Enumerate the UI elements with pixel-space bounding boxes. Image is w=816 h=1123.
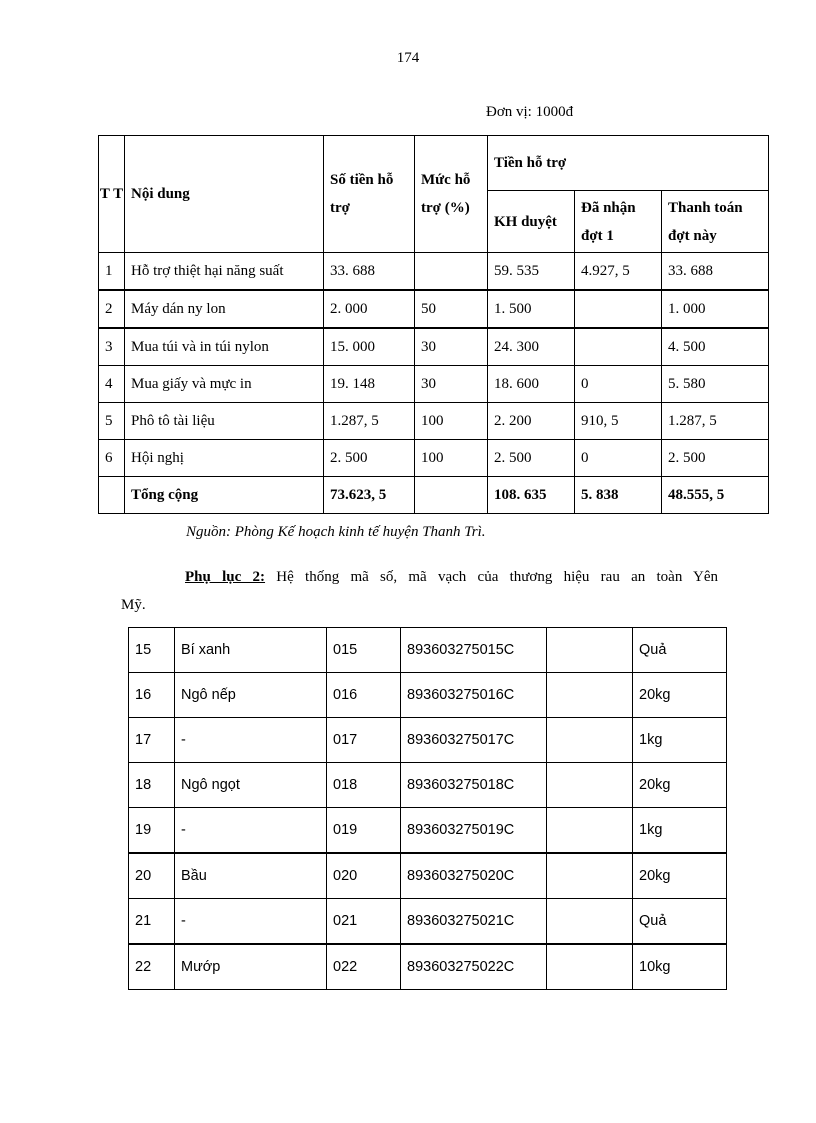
header-rate: Mức hỗ trợ (%)	[415, 136, 488, 253]
table-row	[99, 366, 769, 403]
cell-barcode: 893603275016C	[401, 673, 547, 718]
cell-name: -	[175, 808, 327, 854]
cell-amount: 33. 688	[324, 253, 415, 291]
cell-received: 0	[575, 440, 662, 477]
cell-payment: 4. 500	[662, 328, 769, 366]
cell-payment: 33. 688	[662, 253, 769, 291]
cell-payment: 1. 000	[662, 290, 769, 328]
cell-kh: 2. 200	[488, 403, 575, 440]
cell-barcode: 893603275019C	[401, 808, 547, 854]
cell-amount: 1.287, 5	[324, 403, 415, 440]
table-row	[129, 808, 727, 854]
cell-no: 22	[129, 944, 175, 990]
source-note: Nguồn: Phòng Kế hoạch kinh tế huyện Thanh Trì.	[186, 524, 486, 540]
cell-amount: 19. 148	[324, 366, 415, 403]
cell-content: Hỗ trợ thiệt hại năng suất	[125, 253, 324, 291]
appendix-paragraph	[121, 563, 718, 619]
cell-tt: 1	[99, 253, 125, 291]
cell-no: 17	[129, 718, 175, 763]
cell-barcode: 893603275017C	[401, 718, 547, 763]
cell-blank	[547, 763, 633, 808]
cell-blank	[547, 718, 633, 763]
barcode-table	[128, 627, 727, 990]
table-row	[99, 440, 769, 477]
appendix-text-2: Mỹ.	[121, 597, 146, 613]
page-number: 174	[396, 50, 420, 66]
cell-kh: 18. 600	[488, 366, 575, 403]
cell-blank	[547, 899, 633, 945]
table-row	[99, 328, 769, 366]
support-funds-table	[98, 135, 769, 514]
cell-code: 017	[327, 718, 401, 763]
cell-kh: 59. 535	[488, 253, 575, 291]
cell-kh: 24. 300	[488, 328, 575, 366]
total-received: 5. 838	[575, 477, 662, 514]
table-row	[129, 673, 727, 718]
total-payment: 48.555, 5	[662, 477, 769, 514]
cell-rate: 100	[415, 403, 488, 440]
total-amount: 73.623, 5	[324, 477, 415, 514]
cell-name: -	[175, 899, 327, 945]
cell-kh: 2. 500	[488, 440, 575, 477]
cell-barcode: 893603275021C	[401, 899, 547, 945]
cell-content: Máy dán ny lon	[125, 290, 324, 328]
cell-payment: 5. 580	[662, 366, 769, 403]
cell-barcode: 893603275018C	[401, 763, 547, 808]
cell-unit: 1kg	[633, 718, 727, 763]
cell-rate: 30	[415, 366, 488, 403]
total-rate	[415, 477, 488, 514]
cell-no: 19	[129, 808, 175, 854]
table-row	[129, 853, 727, 899]
cell-code: 015	[327, 628, 401, 673]
cell-unit: Quả	[633, 899, 727, 945]
cell-unit: 20kg	[633, 763, 727, 808]
header-received: Đã nhận đợt 1	[575, 191, 662, 253]
total-kh: 108. 635	[488, 477, 575, 514]
cell-no: 16	[129, 673, 175, 718]
cell-name: Mướp	[175, 944, 327, 990]
cell-unit: Quả	[633, 628, 727, 673]
cell-content: Mua giấy và mực in	[125, 366, 324, 403]
cell-barcode: 893603275022C	[401, 944, 547, 990]
header-kh: KH duyệt	[488, 191, 575, 253]
cell-blank	[547, 808, 633, 854]
header-support: Tiền hỗ trợ	[488, 136, 769, 191]
cell-rate	[415, 253, 488, 291]
cell-blank	[547, 853, 633, 899]
cell-received	[575, 328, 662, 366]
appendix-label: Phụ lục 2:	[185, 569, 266, 585]
cell-name: Ngô nếp	[175, 673, 327, 718]
cell-received	[575, 290, 662, 328]
cell-received: 0	[575, 366, 662, 403]
cell-name: Bí xanh	[175, 628, 327, 673]
cell-rate: 30	[415, 328, 488, 366]
cell-tt	[99, 477, 125, 514]
cell-rate: 50	[415, 290, 488, 328]
cell-name: Bầu	[175, 853, 327, 899]
cell-content: Hội nghị	[125, 440, 324, 477]
appendix-line-1	[121, 563, 718, 591]
cell-unit: 10kg	[633, 944, 727, 990]
cell-unit: 1kg	[633, 808, 727, 854]
cell-code: 018	[327, 763, 401, 808]
unit-label: Đơn vị: 1000đ	[486, 104, 574, 120]
cell-tt: 6	[99, 440, 125, 477]
cell-tt: 3	[99, 328, 125, 366]
table-row	[129, 944, 727, 990]
cell-kh: 1. 500	[488, 290, 575, 328]
cell-barcode: 893603275020C	[401, 853, 547, 899]
cell-barcode: 893603275015C	[401, 628, 547, 673]
cell-received: 910, 5	[575, 403, 662, 440]
total-label: Tổng cộng	[125, 477, 324, 514]
cell-no: 18	[129, 763, 175, 808]
cell-unit: 20kg	[633, 853, 727, 899]
cell-name: -	[175, 718, 327, 763]
table-row	[129, 763, 727, 808]
cell-rate: 100	[415, 440, 488, 477]
cell-tt: 5	[99, 403, 125, 440]
total-row	[99, 477, 769, 514]
cell-code: 022	[327, 944, 401, 990]
header-amount: Số tiền hỗ trợ	[324, 136, 415, 253]
cell-code: 019	[327, 808, 401, 854]
cell-code: 020	[327, 853, 401, 899]
table-row	[129, 628, 727, 673]
header-content: Nội dung	[125, 136, 324, 253]
cell-tt: 2	[99, 290, 125, 328]
header-payment: Thanh toán đợt này	[662, 191, 769, 253]
table-row	[129, 899, 727, 945]
cell-no: 20	[129, 853, 175, 899]
cell-payment: 1.287, 5	[662, 403, 769, 440]
cell-payment: 2. 500	[662, 440, 769, 477]
table-row	[99, 253, 769, 291]
table-row	[129, 718, 727, 763]
cell-no: 21	[129, 899, 175, 945]
cell-content: Mua túi và in túi nylon	[125, 328, 324, 366]
cell-no: 15	[129, 628, 175, 673]
cell-tt: 4	[99, 366, 125, 403]
header-tt: T T	[99, 136, 125, 253]
cell-blank	[547, 673, 633, 718]
cell-content: Phô tô tài liệu	[125, 403, 324, 440]
cell-blank	[547, 944, 633, 990]
cell-amount: 2. 000	[324, 290, 415, 328]
cell-unit: 20kg	[633, 673, 727, 718]
cell-received: 4.927, 5	[575, 253, 662, 291]
table-row	[99, 290, 769, 328]
cell-amount: 2. 500	[324, 440, 415, 477]
appendix-text-1: Hệ thống mã số, mã vạch của thương hiệu rau an toàn Yên	[276, 569, 719, 585]
table-row	[99, 403, 769, 440]
cell-code: 021	[327, 899, 401, 945]
cell-name: Ngô ngọt	[175, 763, 327, 808]
cell-amount: 15. 000	[324, 328, 415, 366]
cell-code: 016	[327, 673, 401, 718]
cell-blank	[547, 628, 633, 673]
